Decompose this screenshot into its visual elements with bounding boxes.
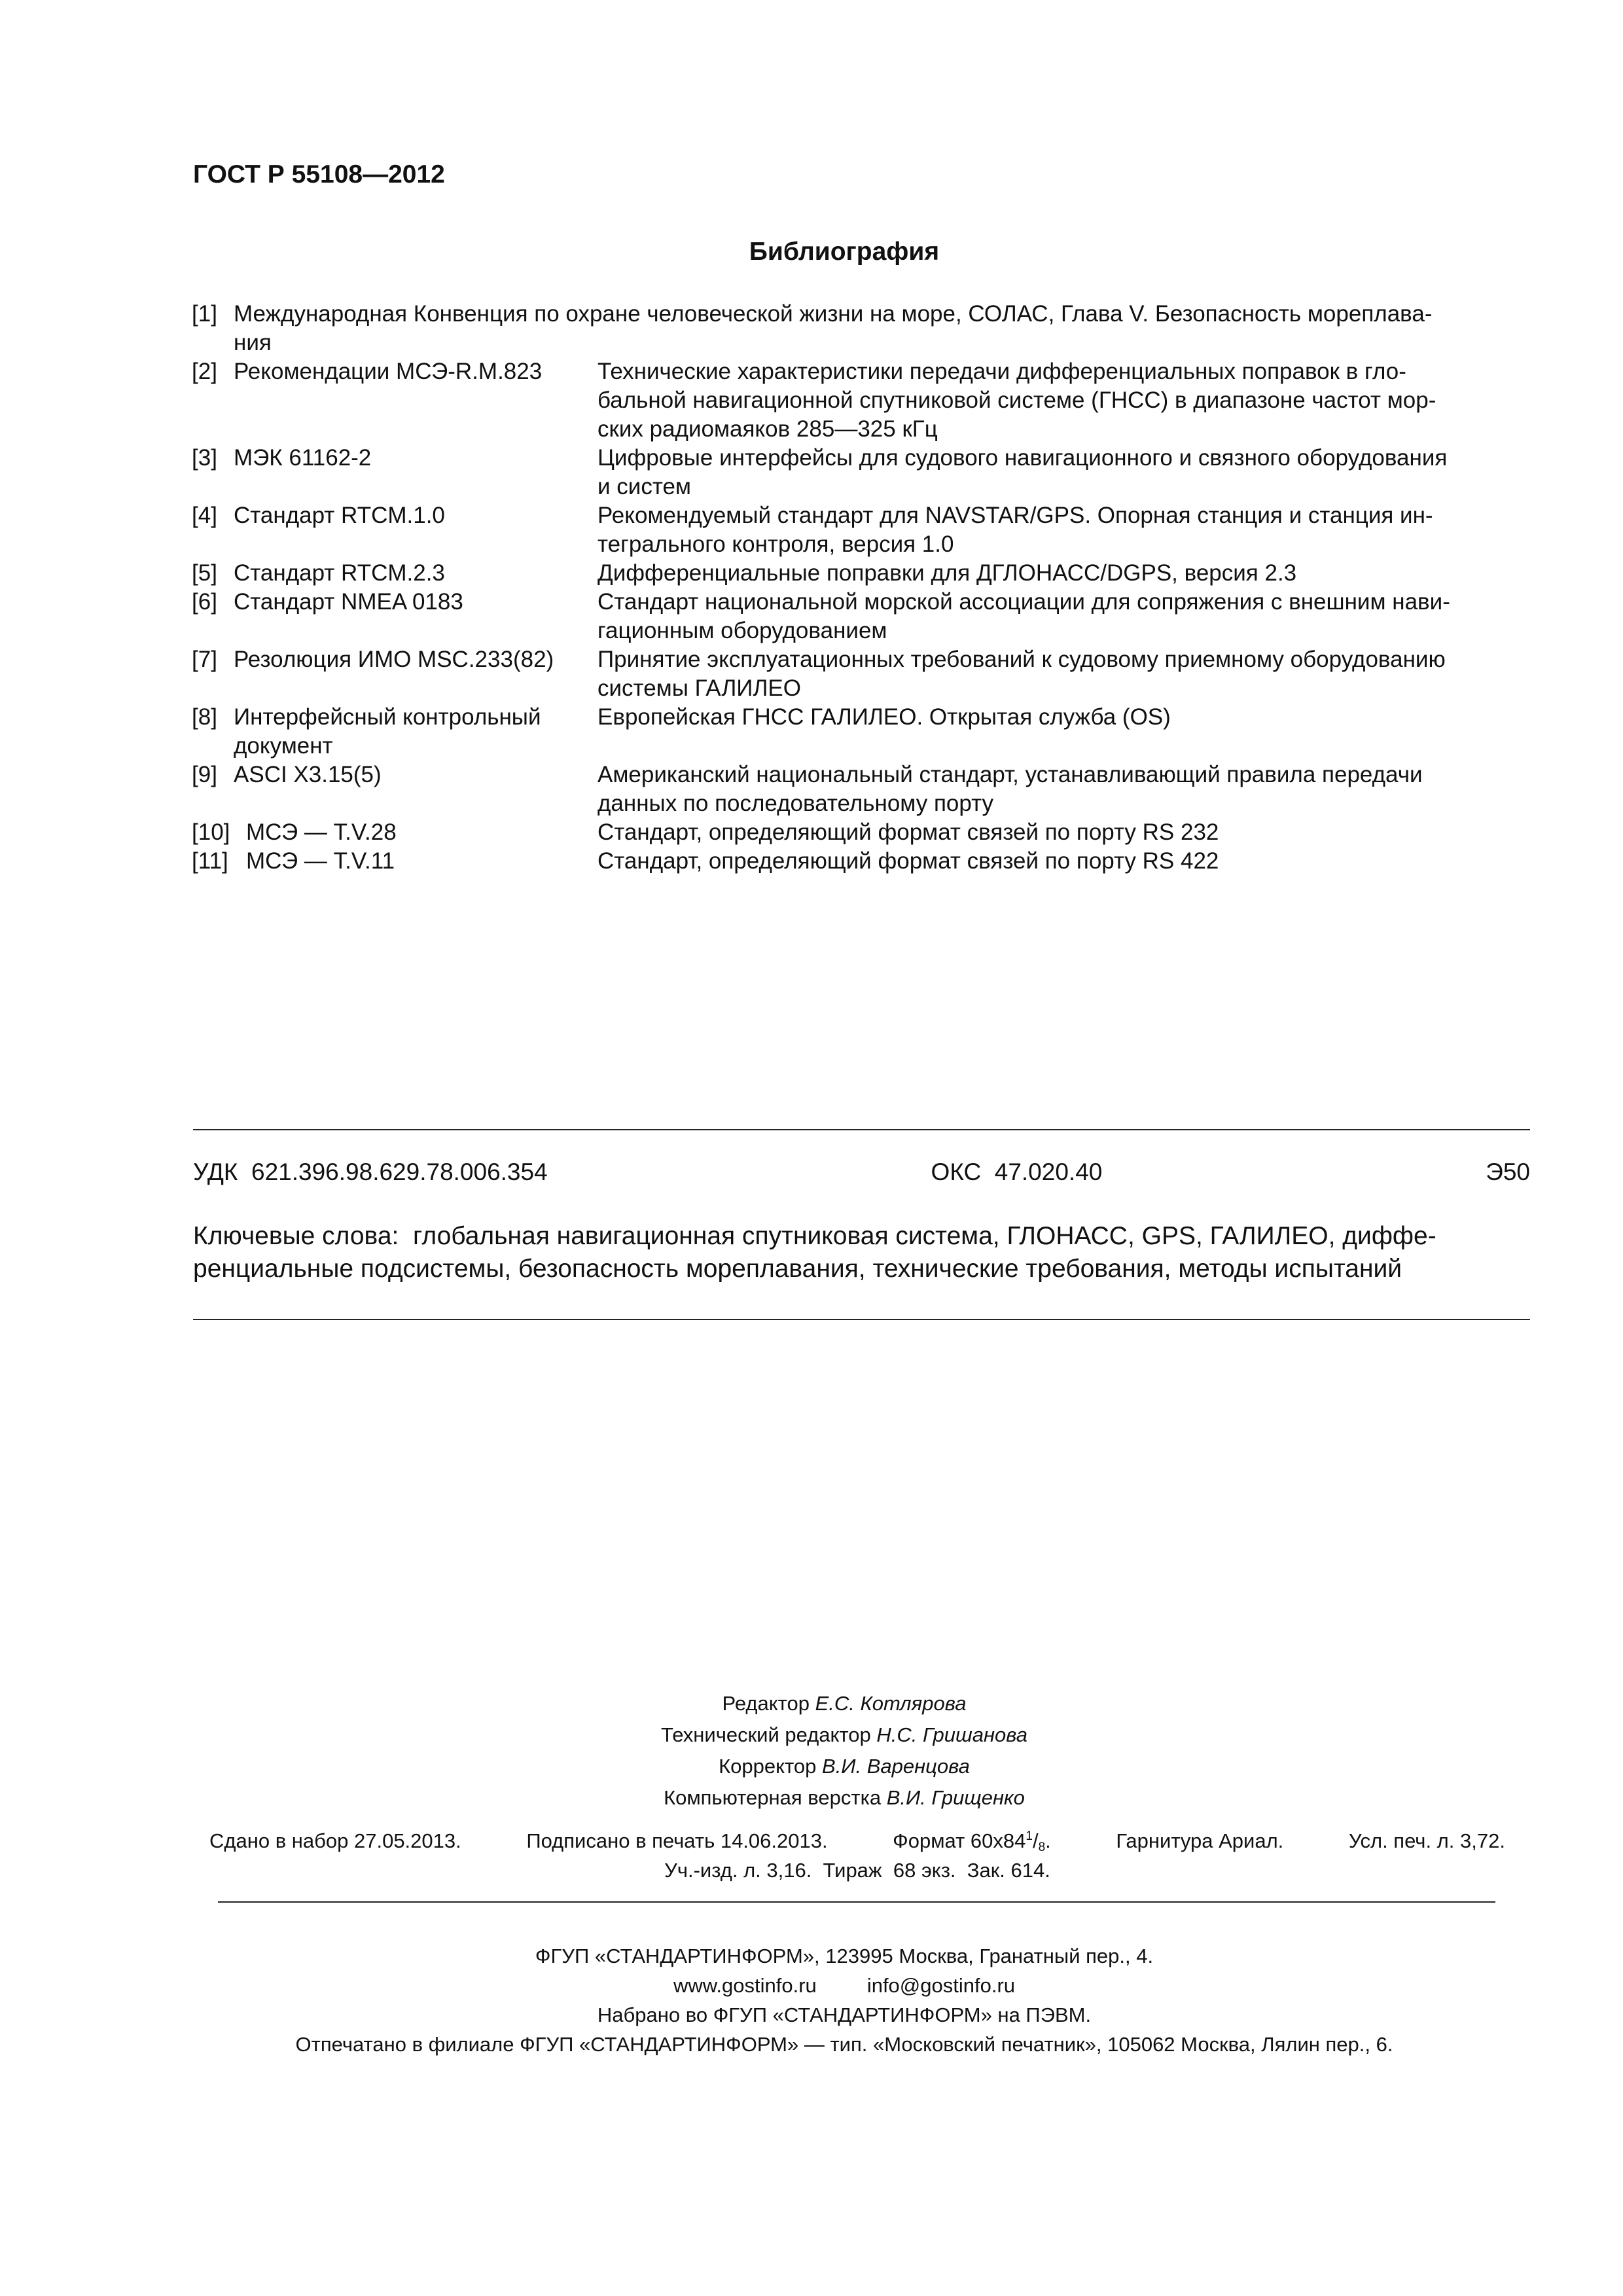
divider	[218, 1901, 1495, 1903]
bibliography-item-number: [4]	[192, 503, 217, 528]
bibliography-item-desc	[597, 818, 1530, 847]
imprint-format: Формат $60x84^1/_8$.	[893, 1829, 1051, 1854]
publisher-info	[0, 1941, 1623, 2059]
credit-role: Редактор	[722, 1692, 810, 1715]
bibliography-item-2	[192, 357, 1530, 444]
reference-line: документ	[234, 733, 333, 759]
bibliography-desc-line: данных по последовательному порту	[597, 791, 993, 816]
credit-person: Н.С. Гришанова	[876, 1723, 1027, 1746]
bibliography-item-7	[192, 645, 1530, 703]
bibliography-item-reference: МСЭ — T.V.11	[246, 848, 395, 874]
bibliography-item-number: [11]	[192, 848, 228, 874]
credit-role: Корректор	[719, 1755, 817, 1778]
bibliography-desc-line: Стандарт, определяющий формат связей по порту RS 422	[597, 848, 1219, 874]
bibliography-item-6	[192, 588, 1530, 645]
bibliography-item-desc	[597, 847, 1530, 876]
bibliography-item-number: [1]	[192, 301, 217, 327]
bibliography-item-10	[192, 818, 1530, 847]
bibliography-desc-line: Технические характеристики передачи дифференциальных поправок в гло-	[597, 359, 1406, 384]
bibliography-item-desc	[597, 559, 1530, 588]
bibliography-item-number: [2]	[192, 359, 217, 384]
bibliography-item-3	[192, 444, 1530, 501]
classification-code: Э50	[1486, 1158, 1530, 1185]
bibliography-desc-line: системы ГАЛИЛЕО	[597, 675, 801, 701]
credit-editor	[0, 1688, 1623, 1719]
bibliography-desc-line: Европейская ГНСС ГАЛИЛЕО. Открытая служба (OS)	[597, 704, 1171, 730]
bibliography-item-desc	[597, 645, 1530, 703]
bibliography-item-11	[192, 847, 1530, 876]
bibliography-desc-line: гационным оборудованием	[597, 618, 887, 643]
bibliography-desc-line: Принятие эксплуатационных требований к судовому приемному оборудованию	[597, 647, 1446, 672]
publisher-typeset-note: Набрано во ФГУП «СТАНДАРТИНФОРМ» на ПЭВМ.	[597, 2003, 1092, 2026]
keywords-line: ренциальные подсистемы, безопасность мореплавания, технические требования, методы испытаний	[193, 1255, 1402, 1283]
bibliography-item-desc	[597, 588, 1530, 645]
bibliography-item-1	[192, 300, 1530, 357]
credit-person: Е.С. Котлярова	[815, 1692, 967, 1715]
bibliography-item-number: [3]	[192, 445, 217, 471]
bibliography-item-reference: Стандарт NMEA 0183	[234, 589, 463, 615]
bibliography-item-number: [8]	[192, 704, 217, 730]
bibliography-item-desc	[597, 444, 1530, 501]
credit-person: В.И. Грищенко	[886, 1786, 1025, 1809]
bibliography-item-number: [6]	[192, 589, 217, 615]
credit-technical-editor	[0, 1719, 1623, 1751]
bibliography-item-desc	[597, 703, 1530, 761]
classification-row	[193, 1158, 1530, 1186]
divider	[193, 1129, 1530, 1130]
bibliography-desc-line: и систем	[597, 474, 691, 499]
bibliography-desc-line: Рекомендуемый стандарт для NAVSTAR/GPS. Опорная станция и станция ин-	[597, 503, 1433, 528]
bibliography-desc-line: Международная Конвенция по охране человеческой жизни на море, СОЛАС, Глава V. Безопасность мореплава-	[234, 301, 1433, 327]
bibliography-item-reference: Резолюция ИМО MSC.233(82)	[234, 647, 554, 672]
imprint-typeface: Гарнитура Ариал.	[1116, 1829, 1284, 1852]
document-code: ГОСТ Р 55108—2012	[193, 160, 445, 188]
bibliography-item-reference: МЭК 61162-2	[234, 445, 372, 471]
bibliography-item-number: [9]	[192, 762, 217, 787]
udk-code: УДК 621.396.98.629.78.006.354	[193, 1158, 548, 1185]
bibliography-item-reference: МСЭ — T.V.28	[246, 819, 397, 845]
bibliography-desc-line: Американский национальный стандарт, устанавливающий правила передачи	[597, 762, 1423, 787]
bibliography-item-number: [5]	[192, 560, 217, 586]
bibliography-title: Библиография	[749, 238, 940, 266]
bibliography-desc-line: Дифференциальные поправки для ДГЛОНАСС/DGPS, версия 2.3	[597, 560, 1297, 586]
credit-person: В.И. Варенцова	[822, 1755, 970, 1778]
publisher-website: www.gostinfo.ru	[673, 1974, 817, 1997]
bibliography-desc-line: Стандарт национальной морской ассоциации для сопряжения с внешним нави-	[597, 589, 1450, 615]
publisher-email: info@gostinfo.ru	[866, 1974, 1016, 1997]
bibliography-item-desc	[597, 501, 1530, 559]
oks-code: ОКС 47.020.40	[931, 1158, 1103, 1185]
bibliography-desc-line: Цифровые интерфейсы для судового навигационного и связного оборудования	[597, 445, 1448, 471]
reference-line: Интерфейсный контрольный	[234, 704, 541, 730]
publisher-contacts	[0, 1971, 1623, 2000]
imprint-submitted: Сдано в набор 27.05.2013.	[209, 1829, 461, 1852]
keywords	[193, 1220, 1530, 1285]
keywords-line: Ключевые слова: глобальная навигационная спутниковая система, ГЛОНАСС, GPS, ГАЛИЛЕО, диффе-	[193, 1222, 1436, 1250]
bibliography-item-number: [7]	[192, 647, 217, 672]
credit-layout	[0, 1782, 1623, 1814]
bibliography-item-8	[192, 703, 1530, 761]
credit-role: Компьютерная верстка	[664, 1786, 882, 1809]
divider	[193, 1319, 1530, 1320]
bibliography-item-reference: Стандарт RTCM.2.3	[234, 560, 445, 586]
imprint-print-sheets: Усл. печ. л. 3,72.	[1348, 1829, 1505, 1852]
bibliography-item-desc	[597, 357, 1530, 444]
credit-proofreader	[0, 1751, 1623, 1782]
bibliography-desc-line: Стандарт, определяющий формат связей по порту RS 232	[597, 819, 1219, 845]
credit-role: Технический редактор	[661, 1723, 871, 1746]
bibliography-desc-line: ния	[234, 330, 272, 355]
bibliography-item-number: [10]	[192, 819, 230, 845]
bibliography-desc-line: тегрального контроля, версия 1.0	[597, 531, 954, 557]
bibliography-item-5	[192, 559, 1530, 588]
bibliography-item-reference: Стандарт RTCM.1.0	[234, 503, 445, 528]
bibliography-item-9	[192, 761, 1530, 818]
bibliography-item-4	[192, 501, 1530, 559]
bibliography-desc-line: бальной навигационной спутниковой системе (ГНСС) в диапазоне частот мор-	[597, 387, 1436, 413]
bibliography-item-reference	[234, 703, 541, 761]
imprint-row: Уч.-изд. л. 3,16. Тираж 68 экз. Зак. 614.	[664, 1859, 1050, 1882]
bibliography-item-desc	[192, 300, 1530, 329]
publisher-printed-note: Отпечатано в филиале ФГУП «СТАНДАРТИНФОРМ» — тип. «Московский печатник», 105062 Москва, Лялин пер., 6.	[295, 2033, 1393, 2056]
imprint-signed: Подписано в печать 14.06.2013.	[526, 1829, 828, 1852]
publisher-address: ФГУП «СТАНДАРТИНФОРМ», 123995 Москва, Гранатный пер., 4.	[535, 1945, 1154, 1967]
imprint-row	[209, 1826, 1505, 1856]
imprint	[209, 1826, 1505, 1885]
credits	[0, 1688, 1623, 1814]
bibliography-item-reference: Рекомендации МСЭ-R.M.823	[234, 359, 543, 384]
bibliography-item-desc	[597, 761, 1530, 818]
bibliography-list	[192, 300, 1530, 876]
bibliography-item-reference: ASCI X3.15(5)	[234, 762, 382, 787]
bibliography-desc-line: ских радиомаяков 285—325 кГц	[597, 416, 938, 442]
